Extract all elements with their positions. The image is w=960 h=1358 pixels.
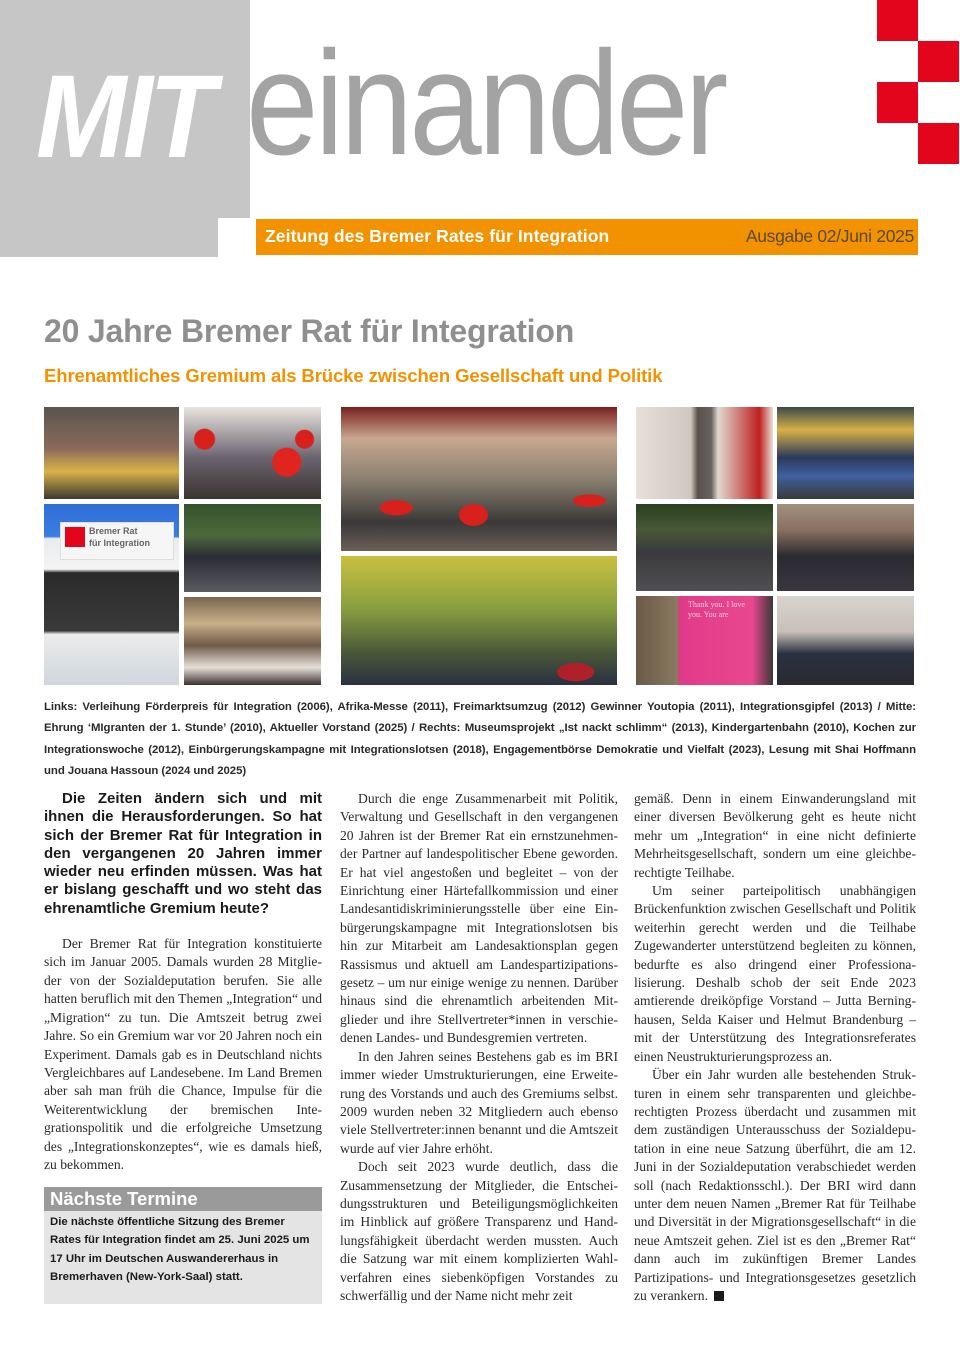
checker-square-icon <box>877 0 918 41</box>
masthead-band <box>256 219 918 255</box>
sign-text: Thank you. I love you. You are <box>688 600 745 619</box>
article-paragraph-last <box>634 1066 916 1305</box>
photo-youtopia <box>184 504 321 592</box>
termine-header <box>44 1187 322 1211</box>
article-column-1 <box>44 790 322 1174</box>
photo-kindergartenbahn <box>777 407 914 499</box>
photo-integrationsgipfel <box>184 597 321 685</box>
end-mark-icon <box>714 1291 724 1301</box>
photo-afrika-messe <box>184 407 321 499</box>
article-column-3 <box>634 790 916 1305</box>
termine-title: Nächste Termine <box>50 1188 198 1209</box>
banner-bremer-rat <box>60 522 174 560</box>
article-paragraph: Durch die enge Zusammenarbeit mit Politik, Verwaltung und Gesellschaft in den vergangenen 20 Jahren ist der Bremer Rat ein ernstzunehmender Partner auf landespolitischer Ebene geworden. Er hat viel angestoßen und begleitet – von der Einrichtung einer Härtefallkommission und einer Landesantidiskriminierungsstelle über eine Einbürgerungskampagne mit Integrationslotsen bis hin zur Mitarbeit am Landesaktionsplan gegen Rassismus und aktuell am Landespartizipationsgesetz – um nur einige wenige zu nennen. Darüber hinaus sind die ehrenamtlich arbeitenden Mitglieder und ihre Stellvertreter*innen in verschiedenen Landes- und Bundesgremien vertreten. <box>340 791 618 1046</box>
termine-box <box>44 1187 322 1304</box>
banner-text-line1: Bremer Rat <box>89 526 138 536</box>
photo-caption: Links: Verleihung Förderpreis für Integration (2006), Afrika-Messe (2011), Freimarktsumzug (2012) Gewinner Youtopia (2011), Integrationsgipfel (2013) / Mitte: Ehrung ‘MIgranten der 1. Stunde’ (2010), Aktueller Vorstand (2025) / Rechts: Museumsprojekt „Ist nackt schlimm“ (2013), Kindergartenbahn (2010), Kochen zur Integrationswoche (2012), Einbürgerungskampagne mit Integrationslotsen (2018), Engagementbörse Demokratie und Vielfalt (2023), Lesung mit Shai Hoffmann und Jouana Hassoun (2024 und 2025) <box>44 701 916 777</box>
newspaper-subtitle: Zeitung des Bremer Rates für Integration <box>265 226 610 246</box>
article-paragraph: Doch seit 2023 wurde deutlich, dass die Zusammensetzung der Mitglieder, die Entscheidungsstrukturen und Beteiligungsmöglichkeiten im Hinblick auf größere Transparenz und Handlungsfähigkeit überdacht werden mussten. Auch die Satzung war mit einem komplizierten Wahlverfahren eines siebenköpfigen Vorstandes zu schwerfällig und der Name nicht mehr zeit <box>340 1159 618 1303</box>
logo-einander: einander <box>246 21 725 186</box>
masthead-gray-block-lower <box>0 218 218 257</box>
article-headline: 20 Jahre Bremer Rat für Integration <box>44 313 575 349</box>
photo-migranten-ehrung <box>341 407 617 551</box>
article-subheadline: Ehrenamtliches Gremium als Brücke zwischen Gesellschaft und Politik <box>44 365 663 386</box>
photo-freimarktsumzug <box>44 504 179 685</box>
checker-square-icon <box>918 123 959 164</box>
termine-text: Die nächste öffentliche Sitzung des Bremer Rates für Integration findet am 25. Juni 2025 um 17 Uhr im Deutschen Auswandererhaus in Bremerhaven (New-York-Saal) statt. <box>50 1216 310 1284</box>
photo-engagementboerse <box>636 596 773 685</box>
article-paragraph: gemäß. Denn in einem Einwanderungsland mit einer diversen Bevölkerung geht es heute nicht mehr um „Integration“ in eine nicht definierte Mehrheitsgesellschaft, sondern um eine gleichberechtigte Teilhabe. <box>634 791 916 880</box>
article-column-2 <box>340 790 618 1305</box>
logo-mit: MIT <box>36 51 212 183</box>
bri-logo-icon <box>65 527 85 547</box>
banner-text-line2: für Integration <box>89 538 150 548</box>
photo-lesung <box>777 596 914 685</box>
article-paragraph: Um seiner parteipolitisch unabhängigen Brückenfunktion zwischen Gesellschaft und Politik weiterhin gerecht werden und die Teilhabe Zugewanderter unterstützend begleiten zu können, bedurfte es also dringend einer Professionalisierung. Deshalb schob der seit Ende 2023 amtierende dreiköpfige Vorstand – Jutta Berninghausen, Selda Kaiser und Helmut Brandenburg – mit der Unterstützung des Integrationsreferates einen Neustrukturierungsprozess an. <box>634 883 916 1064</box>
article-paragraph: In den Jahren seines Bestehens gab es im BRI immer wieder Umstrukturierungen, eine Erweiterung des Vorstands und auch des Gremiums selbst. 2009 wurden neben 32 Mitgliedern auch ebenso viele Stellvertreter:innen benannt und die Amtszeit wurde auf vier Jahre erhöht. <box>340 1048 618 1156</box>
checker-square-icon <box>877 82 918 123</box>
checker-square-icon <box>918 41 959 82</box>
article-lead: Die Zeiten ändern sich und mit ihnen die Herausforderungen. So hat sich der Bremer Rat für Integration in den vergangenen 20 Jahren immer wieder neu erfinden müssen. Was hat er bislang geschafft und wo steht das ehrenamtliche Gremium heute? <box>44 790 322 917</box>
photo-foerderpreis <box>44 407 179 499</box>
article-paragraph-text: Über ein Jahr wurden alle bestehenden Strukturen in einem sehr transparenten und gleichberechtigten Prozess überdacht und zusammen mit dem zuständigen Unterausschuss der Sozialdeputation in eine neue Satzung überführt, die am 12. Juni in der Sozialdeputation verabschiedet werden soll (nach Redaktionsschl.). Der BRI wird dann unter dem neuen Namen „Bremer Rat für Teilhabe und Diversität in der Migrationsgesellschaft“ in die neue Amtszeit gehen. Ziel ist es den „Bremer Rat“ dann auch im zukünftigen Bremer Landes Partizipations- und Integrationsgesetzes gesetzlich zu verankern. <box>634 1067 916 1303</box>
photo-vorstand <box>341 556 617 685</box>
issue-number: Ausgabe 02/Juni 2025 <box>745 226 914 246</box>
photo-einbuergerung <box>777 504 914 591</box>
article-paragraph: Der Bremer Rat für Integration konstituierte sich im Januar 2005. Damals wurden 28 Mitglieder von der Sozialdeputation berufen. Sie alle hatten beruflich mit den Themen „Integration“ und „Migration“ zu tun. Die Amtszeit betrug zwei Jahre. So ein Gremium war vor 20 Jahren noch ein Experiment. Damals gab es in Deutschland nichts Vergleichbares auf Landesebene. Im Land Bremen aber sah man früh die Chance, Impulse für die Weiterentwicklung der bremischen Integrationspolitik und die erfolgreiche Umsetzung des „Integrationskonzeptes“, wie es damals hieß, zu bekommen. <box>44 936 322 1172</box>
photo-museumsprojekt <box>636 407 773 499</box>
photo-kochen <box>636 504 773 591</box>
